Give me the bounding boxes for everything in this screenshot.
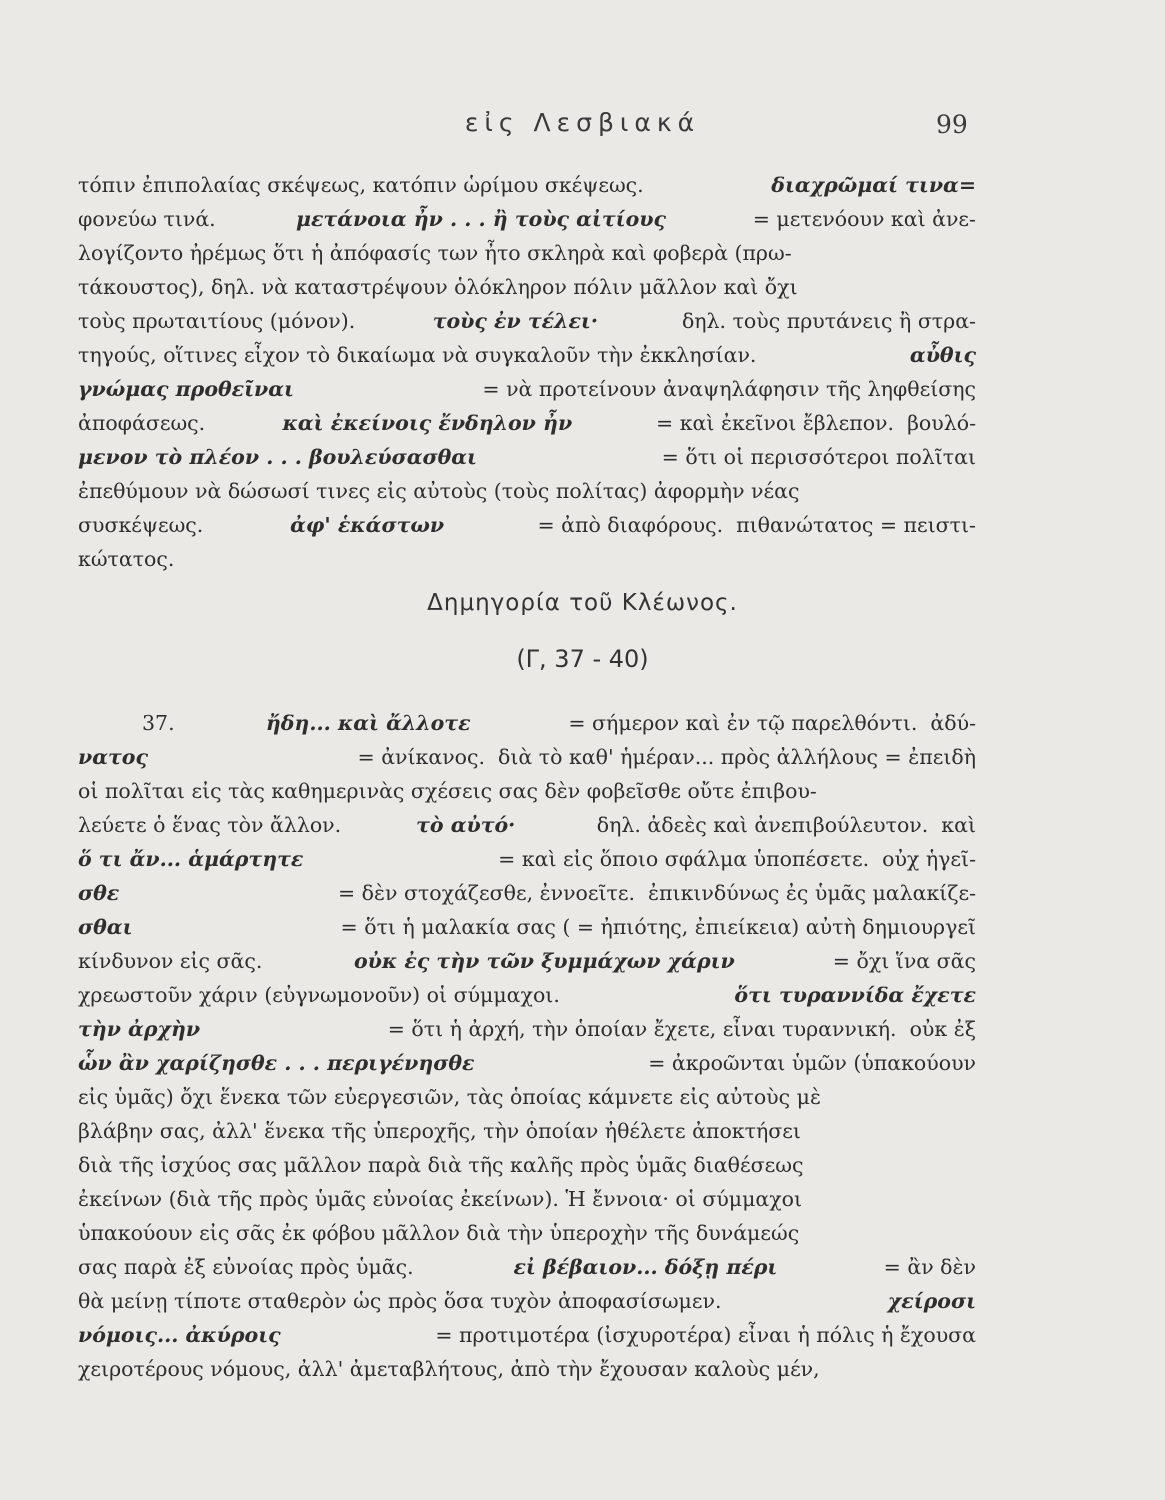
text-line: εἰς ὑμᾶς) ὄχι ἕνεκα τῶν εὐεργεσιῶν, τὰς ὁποίας κάμνετε εἰς αὐτοὺς μὲ: [78, 1085, 821, 1109]
text-line: φονεύω τινά. μετάνοια ἦν . . . ἢ τοὺς αἰτίους = μετενόουν καὶ ἀνε-: [78, 207, 976, 231]
text-line: τηγούς, οἵτινες εἶχον τὸ δικαίωμα νὰ συγκαλοῦν τὴν ἐκκλησίαν. αὖθις: [78, 343, 976, 367]
text-line: τὴν ἀρχὴν = ὅτι ἡ ἀρχή, τὴν ὁποίαν ἔχετε, εἶναι τυραννική. οὐκ ἐξ: [78, 1017, 976, 1041]
text-line: λεύετε ὁ ἕνας τὸν ἄλλον. τὸ αὐτό· δηλ. ἀδεὲς καὶ ἀνεπιβούλευτον. καὶ: [78, 813, 976, 837]
text-line: ὅ τι ἄν... ἁμάρτητε = καὶ εἰς ὅποιο σφάλμα ὑποπέσετε. οὐχ ἡγεῖ-: [78, 847, 976, 871]
text-line: τάκουστος), δηλ. νὰ καταστρέψουν ὁλόκληρον πόλιν μᾶλλον καὶ ὄχι: [78, 275, 798, 299]
text-line: ἀποφάσεως. καὶ ἐκείνοις ἔνδηλον ἦν = καὶ ἐκεῖνοι ἔβλεπον. βουλό-: [78, 411, 976, 435]
text-line: σας παρὰ ἐξ εὐνοίας πρὸς ὑμᾶς. εἰ βέβαιον... δόξῃ πέρι = ἂν δὲν: [78, 1255, 976, 1279]
text-line: μενον τὸ πλέον . . . βουλεύσασθαι = ὅτι οἱ περισσότεροι πολῖται: [78, 445, 976, 469]
section-reference: (Γ, 37 - 40): [516, 645, 649, 673]
text-line: τοὺς πρωταιτίους (μόνον). τοὺς ἐν τέλει· δηλ. τοὺς πρυτάνεις ἢ στρα-: [78, 309, 976, 333]
text-line: νόμοις... ἀκύροις = προτιμοτέρα (ἰσχυροτέρα) εἶναι ἡ πόλις ἡ ἔχουσα: [78, 1323, 976, 1347]
section-title: Δημηγορία τοῦ Κλέωνος.: [427, 590, 738, 616]
text-line: γνώμας προθεῖναι = νὰ προτείνουν ἀναψηλάφησιν τῆς ληφθείσης: [78, 377, 976, 401]
text-line: ὑπακούουν εἰς σᾶς ἐκ φόβου μᾶλλον διὰ τὴν ὑπεροχὴν τῆς δυνάμεώς: [78, 1221, 800, 1245]
text-line: σθε = δὲν στοχάζεσθε, ἐννοεῖτε. ἐπικινδύνως ἐς ὑμᾶς μαλακίζε-: [78, 881, 976, 905]
text-line: σθαι = ὅτι ἡ μαλακία σας ( = ἠπιότης, ἐπιείκεια) αὐτὴ δημιουργεῖ: [78, 915, 976, 939]
text-line: οἱ πολῖται εἰς τὰς καθημερινὰς σχέσεις σας δὲν φοβεῖσθε οὔτε ἐπιβου-: [78, 779, 817, 803]
page-number: 99: [936, 110, 968, 139]
text-line: ἐκείνων (διὰ τῆς πρὸς ὑμᾶς εὐνοίας ἐκείνων). Ἡ ἔννοια· οἱ σύμμαχοι: [78, 1187, 803, 1211]
text-line: χρεωστοῦν χάριν (εὐγνωμονοῦν) οἱ σύμμαχοι. ὅτι τυραννίδα ἔχετε: [78, 983, 976, 1007]
text-line: βλάβην σας, ἀλλ' ἕνεκα τῆς ὑπεροχῆς, τὴν ὁποίαν ἠθέλετε ἀποκτήσει: [78, 1119, 801, 1143]
text-line: χειροτέρους νόμους, ἀλλ' ἀμεταβλήτους, ἀπὸ τὴν ἔχουσαν καλοὺς μέν,: [78, 1357, 820, 1381]
text-line: διὰ τῆς ἰσχύος σας μᾶλλον παρὰ διὰ τῆς καλῆς πρὸς ὑμᾶς διαθέσεως: [78, 1153, 804, 1177]
text-line: νατος = ἀνίκανος. διὰ τὸ καθ' ἡμέραν... πρὸς ἀλλήλους = ἐπειδὴ: [78, 745, 976, 769]
text-line: θὰ μείνῃ τίποτε σταθερὸν ὡς πρὸς ὅσα τυχὸν ἀποφασίσωμεν. χείροσι: [78, 1289, 976, 1313]
text-line: τόπιν ἐπιπολαίας σκέψεως, κατόπιν ὡρίμου σκέψεως. διαχρῶμαί τινα=: [78, 173, 976, 197]
running-header: εἰς Λεσβιακά: [464, 108, 701, 137]
text-line: ἐπεθύμουν νὰ δώσωσί τινες εἰς αὐτοὺς (τοὺς πολίτας) ἀφορμὴν νέας: [78, 479, 800, 503]
text-line: κώτατος.: [78, 547, 175, 571]
text-line: κίνδυνον εἰς σᾶς. οὐκ ἐς τὴν τῶν ξυμμάχων χάριν = ὄχι ἵνα σᾶς: [78, 949, 976, 973]
text-line: ὧν ἂν χαρίζησθε . . . περιγένησθε = ἀκροῶνται ὑμῶν (ὑπακούουν: [78, 1051, 976, 1075]
text-line: λογίζοντο ἠρέμως ὅτι ἡ ἀπόφασίς των ἦτο σκληρὰ καὶ φοβερὰ (πρω-: [78, 241, 792, 265]
text-line: 37. ἤδη... καὶ ἄλλοτε = σήμερον καὶ ἐν τῷ παρελθόντι. ἀδύ-: [142, 711, 976, 735]
text-line: συσκέψεως. ἀφ' ἑκάστων = ἀπὸ διαφόρους. πιθανώτατος = πειστι-: [78, 513, 976, 537]
